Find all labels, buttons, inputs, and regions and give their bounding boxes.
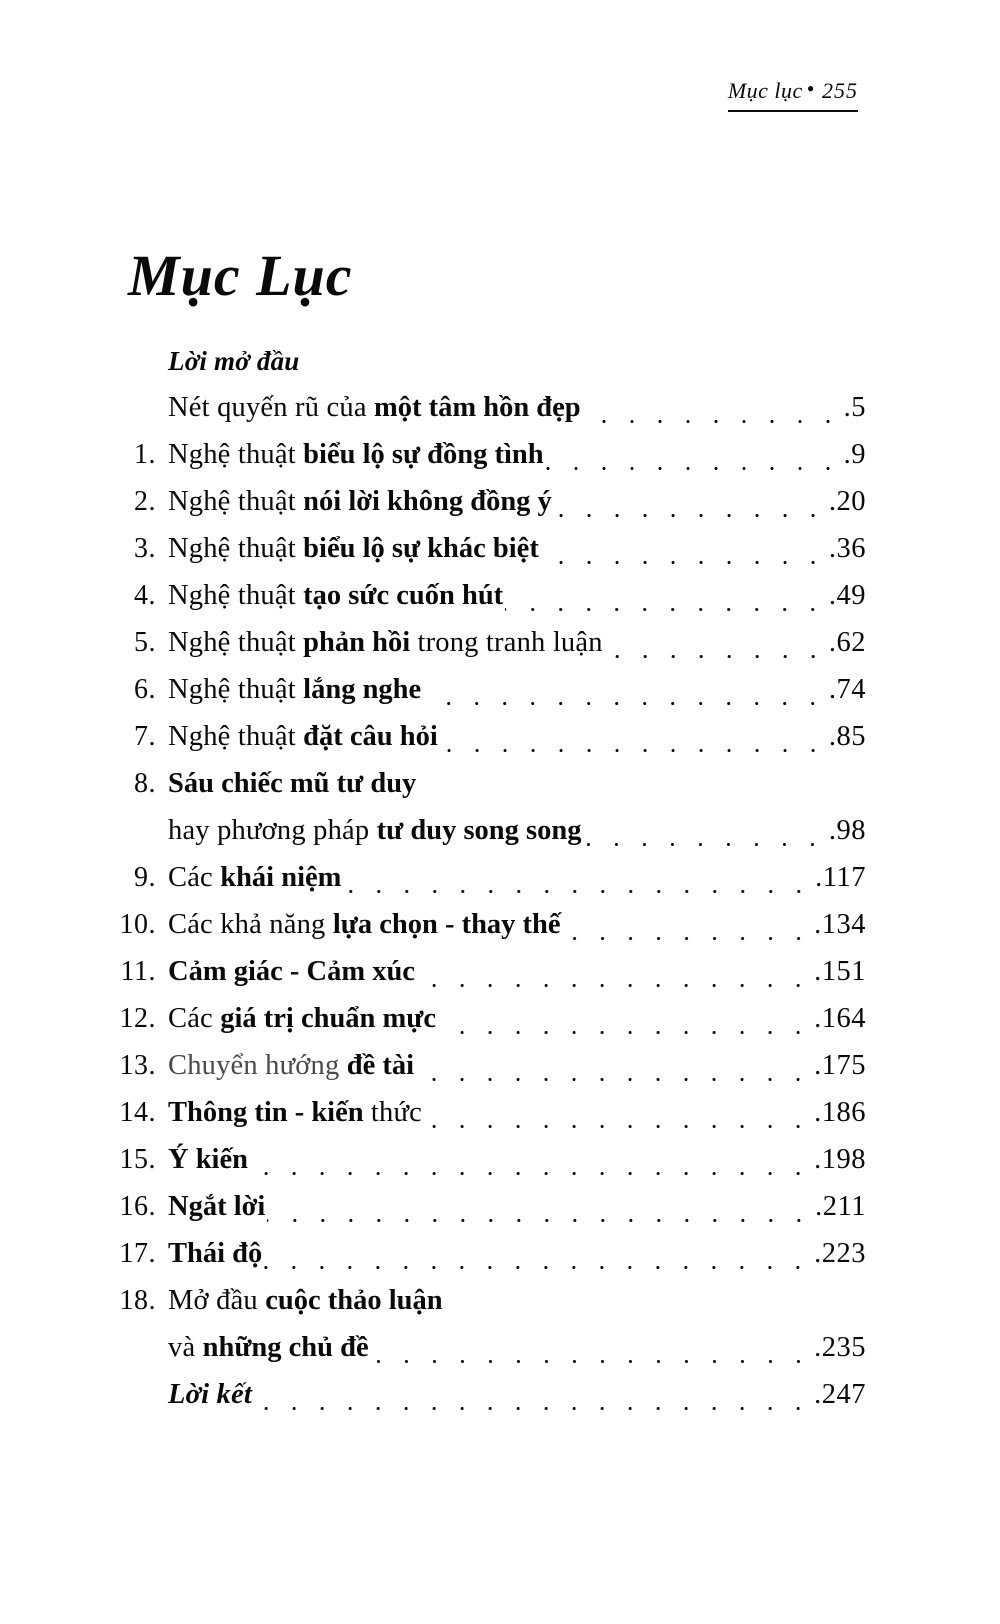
- running-head: [728, 78, 858, 112]
- leader-dots: [563, 920, 813, 949]
- leader-dots: [605, 638, 827, 667]
- toc-entry-label[interactable]: [168, 676, 421, 705]
- toc-entry-label-part: những chủ đề: [202, 1332, 369, 1363]
- toc-entry-label[interactable]: [168, 348, 300, 375]
- toc-entry-label[interactable]: [168, 1005, 436, 1034]
- toc-entry-label-part: phản hồi: [303, 627, 411, 658]
- toc-entry-row[interactable]: [106, 348, 866, 394]
- toc-entry-row[interactable]: [106, 1146, 866, 1193]
- toc-entry-label-part: nói lời không đồng ý: [303, 486, 552, 517]
- toc-entry-page-number[interactable]: . 85: [829, 723, 866, 752]
- toc-entry-page-number[interactable]: . 198: [814, 1146, 866, 1175]
- toc-entry-label-part: Nét quyến rũ của: [168, 392, 374, 423]
- bullet-icon: •: [806, 76, 815, 101]
- leader-dots: [583, 826, 826, 855]
- toc-entry-label-part: Ngắt lời: [168, 1191, 266, 1222]
- toc-entry-label-part: tư duy song song: [376, 815, 582, 846]
- toc-entry-page-number[interactable]: . 74: [829, 676, 866, 705]
- toc-entry-number: 4.: [134, 580, 156, 611]
- leader-dots: [371, 1343, 812, 1372]
- toc-entry-number: 10.: [119, 909, 156, 940]
- toc-entry-row[interactable]: [106, 864, 866, 911]
- toc-entry-label-part: Sáu chiếc mũ tư duy: [168, 768, 417, 799]
- leader-dots: [264, 1249, 812, 1278]
- toc-entry-row[interactable]: [106, 958, 866, 1005]
- toc-entry-label[interactable]: [168, 488, 552, 517]
- leader-dots: [424, 1108, 812, 1137]
- leader-dots: [505, 591, 827, 620]
- toc-entry-label-part: Ý kiến: [168, 1144, 248, 1175]
- toc-entry-label[interactable]: [168, 1052, 414, 1081]
- toc-entry-label[interactable]: [168, 864, 341, 893]
- toc-entry-page-number[interactable]: . 20: [829, 488, 866, 517]
- toc-entry-label[interactable]: [168, 1334, 369, 1363]
- toc-entry-number: 1.: [134, 439, 156, 470]
- leader-dots: [554, 497, 827, 526]
- toc-entry-page-number[interactable]: . 49: [829, 582, 866, 611]
- toc-entry-label[interactable]: [168, 958, 415, 987]
- leader-dots: [583, 403, 842, 432]
- toc-entry-row[interactable]: [106, 1193, 866, 1240]
- toc-entry-row[interactable]: [106, 1240, 866, 1287]
- leader-dots: [250, 1155, 812, 1184]
- toc-entry-page-number[interactable]: . 134: [814, 911, 866, 940]
- toc-entry-number: 2.: [134, 486, 156, 517]
- toc-entry-page-number[interactable]: . 186: [814, 1099, 866, 1128]
- toc-entry-label-part: biểu lộ sự khác biệt: [303, 533, 539, 564]
- toc-entry-label-part: thức: [363, 1097, 422, 1128]
- toc-entry-number: 5.: [134, 627, 156, 658]
- leader-dots: [254, 1390, 812, 1419]
- toc-entry-row[interactable]: [106, 817, 866, 864]
- toc-entry-label-part: Mở đầu: [168, 1285, 266, 1316]
- toc-entry-label-part: biểu lộ sự đồng tình: [303, 439, 544, 470]
- toc-entry-page-number[interactable]: . 223: [814, 1240, 866, 1269]
- toc-entry-row[interactable]: [106, 582, 866, 629]
- leader-dots: [267, 1202, 813, 1231]
- toc-entry-label[interactable]: [168, 1381, 252, 1410]
- toc-entry-label[interactable]: [168, 535, 539, 564]
- leader-dots: [541, 544, 827, 573]
- toc-entry-label-part: giá trị chuẩn mực: [220, 1003, 437, 1034]
- toc-entry-number: 11.: [120, 956, 156, 987]
- toc-entry-number: 16.: [119, 1191, 156, 1222]
- leader-dots: [417, 967, 812, 996]
- toc-entry-label-part: tạo sức cuốn hút: [303, 580, 504, 611]
- toc-entry-page-number[interactable]: . 62: [829, 629, 866, 658]
- toc-entry-row[interactable]: [106, 770, 866, 817]
- toc-entry-label-part: Lời kết: [168, 1379, 252, 1410]
- toc-entry-label-part: một tâm hồn đẹp: [374, 392, 581, 423]
- toc-entry-number: 12.: [119, 1003, 156, 1034]
- toc-entry-number: 14.: [119, 1097, 156, 1128]
- leader-dots: [343, 873, 813, 902]
- toc-entry-label-part: Nghệ thuật: [168, 627, 304, 658]
- toc-entry-page-number[interactable]: . 5: [844, 394, 866, 423]
- toc-entry-label-part: Lời mở đầu: [168, 346, 300, 376]
- toc-entry-label-part: Nghệ thuật: [168, 486, 304, 517]
- toc-entry-label-part: Nghệ thuật: [168, 580, 304, 611]
- toc-entry-label[interactable]: [168, 770, 416, 799]
- toc-entry-label[interactable]: [168, 1287, 443, 1316]
- running-head-page-number: 255: [822, 78, 858, 103]
- leader-dots: [440, 732, 827, 761]
- toc-entry-label[interactable]: [168, 1240, 262, 1269]
- toc-entry-number: 6.: [134, 674, 156, 705]
- toc-entry-label[interactable]: [168, 817, 581, 846]
- toc-entry-label-part: Nghệ thuật: [168, 674, 304, 705]
- toc-entry-label-part: Thái độ: [168, 1238, 263, 1269]
- toc-entry-label-part: Nghệ thuật: [168, 439, 304, 470]
- toc-entry-row[interactable]: [106, 629, 866, 676]
- toc-entry-page-number[interactable]: . 211: [815, 1193, 866, 1222]
- toc-entry-page-number[interactable]: . 117: [815, 864, 866, 893]
- toc-entry-label[interactable]: [168, 394, 581, 423]
- leader-dots: [438, 1014, 812, 1043]
- leader-dots: [423, 685, 827, 714]
- toc-entry-label[interactable]: [168, 723, 438, 752]
- toc-entry-page-number[interactable]: . 235: [814, 1334, 866, 1363]
- toc-entry-label-part: Thông tin - kiến: [168, 1097, 364, 1128]
- toc-entry-row[interactable]: [106, 723, 866, 770]
- leader-dots: [546, 450, 842, 479]
- toc-entry-row[interactable]: [106, 1381, 866, 1428]
- toc-entry-number: 7.: [134, 721, 156, 752]
- toc-entry-row[interactable]: [106, 1005, 866, 1052]
- toc-entry-number: 9.: [134, 862, 156, 893]
- toc-entry-number: 18.: [119, 1285, 156, 1316]
- toc-entry-label-part: Nghệ thuật: [168, 533, 304, 564]
- toc-entry-label-part: cuộc thảo luận: [265, 1285, 443, 1316]
- toc-entry-row[interactable]: [106, 535, 866, 582]
- toc-entry-label[interactable]: [168, 911, 561, 940]
- toc-entry-label[interactable]: [168, 1099, 422, 1128]
- toc-entry-label[interactable]: [168, 629, 603, 658]
- toc-entry-label-part: đề tài: [346, 1050, 415, 1081]
- toc-entry-label-part: đặt câu hỏi: [303, 721, 438, 752]
- toc-entry-label[interactable]: [168, 441, 544, 470]
- toc-entry-number: 17.: [119, 1238, 156, 1269]
- toc-entry-label-part: Cảm giác - Cảm xúc: [168, 956, 415, 987]
- toc-entry-row[interactable]: [106, 488, 866, 535]
- toc-entry-number: 8.: [134, 768, 156, 799]
- toc-entry-label-part: khái niệm: [220, 862, 342, 893]
- toc-entry-number: 3.: [134, 533, 156, 564]
- running-head-title: Mục lục: [727, 78, 803, 103]
- toc-entry-row[interactable]: [106, 1287, 866, 1334]
- table-of-contents-list: [106, 348, 866, 1428]
- toc-entry-label-part: Các: [168, 1003, 221, 1034]
- toc-entry-page-number[interactable]: . 98: [829, 817, 866, 846]
- toc-entry-label[interactable]: [168, 1193, 265, 1222]
- toc-entry-page-number[interactable]: . 164: [814, 1005, 866, 1034]
- toc-entry-row[interactable]: [106, 676, 866, 723]
- running-head-inner: [728, 78, 858, 112]
- toc-entry-page-number[interactable]: . 247: [814, 1381, 866, 1410]
- toc-entry-row[interactable]: [106, 1334, 866, 1381]
- toc-entry-row[interactable]: [106, 911, 866, 958]
- toc-entry-label-part: Các khả năng: [168, 909, 333, 940]
- toc-entry-label[interactable]: [168, 1146, 248, 1175]
- toc-entry-label-part: Các: [168, 862, 221, 893]
- toc-entry-row[interactable]: [106, 1052, 866, 1099]
- toc-entry-label-part: và: [168, 1332, 203, 1363]
- toc-entry-label-part: Chuyển hướng: [168, 1050, 347, 1081]
- toc-entry-label-part: Nghệ thuật: [168, 721, 304, 752]
- toc-entry-page-number[interactable]: . 36: [829, 535, 866, 564]
- leader-dots: [416, 1061, 812, 1090]
- toc-entry-page-number[interactable]: . 151: [814, 958, 866, 987]
- toc-entry-label-part: trong tranh luận: [410, 627, 603, 658]
- toc-entry-label[interactable]: [168, 582, 503, 611]
- toc-entry-number: 13.: [119, 1050, 156, 1081]
- toc-entry-row[interactable]: [106, 1099, 866, 1146]
- toc-entry-row[interactable]: [106, 441, 866, 488]
- toc-entry-label-part: lắng nghe: [303, 674, 422, 705]
- toc-entry-label-part: lựa chọn - thay thế: [332, 909, 561, 940]
- toc-entry-page-number[interactable]: . 9: [844, 441, 866, 470]
- toc-entry-number: 15.: [119, 1144, 156, 1175]
- page-title: Mục Lục: [128, 242, 353, 308]
- toc-entry-row[interactable]: [106, 394, 866, 441]
- toc-entry-label-part: hay phương pháp: [168, 815, 377, 846]
- toc-entry-page-number[interactable]: . 175: [814, 1052, 866, 1081]
